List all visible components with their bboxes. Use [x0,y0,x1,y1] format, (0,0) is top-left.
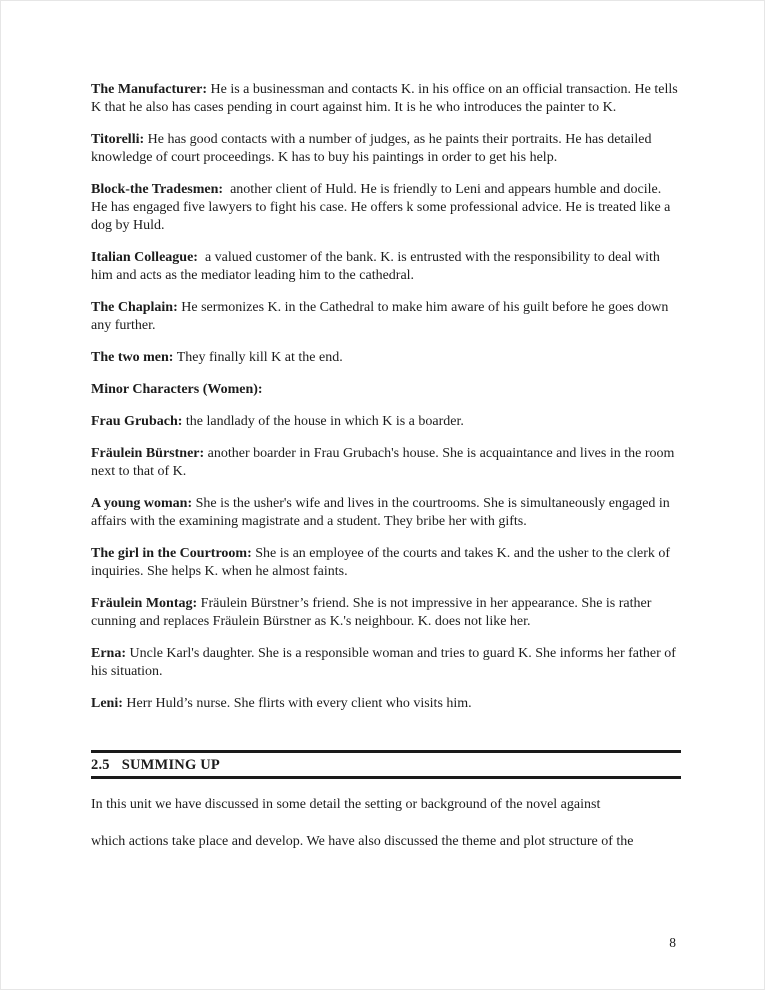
character-desc: Fräulein Bürstner’s friend. She is not impressive in her appearance. She is rather cunning and replaces Fräulein Bürstner as K.'s neighbour. K. does not like her. [91,596,652,629]
character-entry-titorelli [91,131,681,167]
summing-up-line-2: which actions take place and develop. We have also discussed the theme and plot structure of the [91,834,634,849]
character-name: Leni: [91,696,123,711]
character-desc: She is the usher's wife and lives in the courtrooms. She is simultaneously engaged in affairs with the examining magistrate and a student. They bribe her with gifts. [91,496,670,529]
character-name: Erna: [91,646,126,661]
character-name: Frau Grubach: [91,414,183,429]
character-name: Fräulein Bürstner: [91,446,205,461]
character-name: Titorelli: [91,132,145,147]
character-entry-two-men [91,349,681,367]
page-content [91,81,681,851]
heading-rule-bottom [91,776,681,779]
character-desc: He has good contacts with a number of judges, as he paints their portraits. He has detailed knowledge of court proceedings. K has to buy his paintings in order to get his help. [91,132,652,165]
character-name: Fräulein Montag: [91,596,198,611]
character-desc: another boarder in Frau Grubach's house. She is acquaintance and lives in the room next to that of K. [91,446,675,479]
character-entry-manufacturer [91,81,681,117]
page-number: 8 [669,935,676,950]
section-number: 2.5 [91,757,110,773]
character-entry-chaplain [91,299,681,335]
character-desc: He is a businessman and contacts K. in his office on an official transaction. He tells K that he also has cases pending in court against him. It is he who introduces the painter to K. [91,82,678,115]
character-name: A young woman: [91,496,193,511]
character-entry-leni [91,695,681,713]
summing-up-line-1: In this unit we have discussed in some detail the setting or background of the novel against [91,797,601,812]
character-desc: Herr Huld’s nurse. She flirts with every client who visits him. [126,696,472,711]
character-desc: another client of Huld. He is friendly to Leni and appears humble and docile. He has engaged five lawyers to fight his case. He offers k some professional advice. He is treated like a dog by Huld. [91,182,671,233]
character-entry-erna [91,645,681,681]
character-desc: They finally kill K at the end. [176,350,343,365]
section-heading [91,757,681,773]
character-name: Italian Colleague: [91,250,198,265]
character-desc: He sermonizes K. in the Cathedral to make him aware of his guilt before he goes down any further. [91,300,669,333]
character-name: The girl in the Courtroom: [91,546,252,561]
character-desc: the landlady of the house in which K is a boarder. [185,414,464,429]
character-name: The Chaplain: [91,300,178,315]
section-heading-block [91,750,681,779]
section-title-text: SUMMING UP [121,757,220,773]
character-entry-fraulein-montag [91,595,681,631]
character-entry-italian-colleague [91,249,681,285]
character-desc: Uncle Karl's daughter. She is a responsible woman and tries to guard K. She informs her father of his situation. [91,646,676,679]
heading-rule-top [91,750,681,753]
character-name: The two men: [91,350,174,365]
character-name: The Manufacturer: [91,82,207,97]
minor-characters-heading: Minor Characters (Women): [91,382,263,397]
character-name: Block-the Tradesmen: [91,182,224,197]
character-entry-girl-courtroom [91,545,681,581]
character-entry-young-woman [91,495,681,531]
character-entry-fraulein-burstner [91,445,681,481]
character-entry-frau-grubach [91,413,681,431]
character-desc: a valued customer of the bank. K. is entrusted with the responsibility to deal with him and acts as the mediator leading him to the cathedral. [91,250,660,283]
character-entry-block [91,181,681,235]
character-desc: She is an employee of the courts and takes K. and the usher to the clerk of inquiries. She helps K. when he almost faints. [91,546,671,579]
